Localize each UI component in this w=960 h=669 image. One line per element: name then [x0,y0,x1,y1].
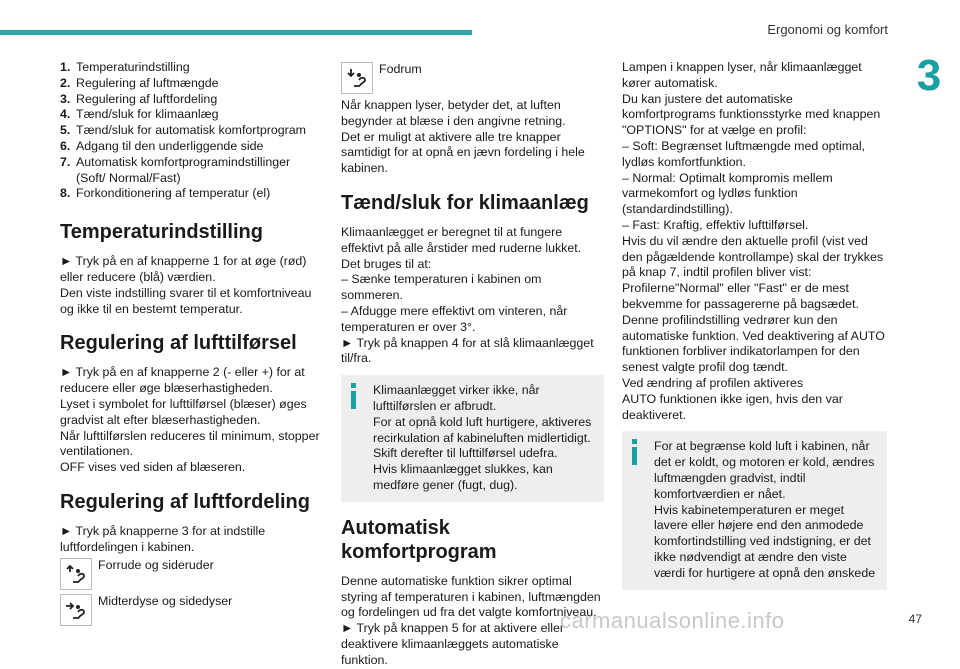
list-item-text: Regulering af luftfordeling [76,91,218,106]
list-item-number: 3. [60,91,71,106]
centre-vents-airflow-icon [60,594,92,626]
list-item-number: 8. [60,186,71,201]
column-3 [622,60,887,600]
page-number: 47 [908,612,922,626]
controls-list [60,60,322,202]
temperature-text: ► Tryk på en af knapperne 1 for at øge (rød) eller reducere (blå) værdien. Den viste indstilling svarer til et komfortniveau og ikke til en bestemt temperatur. [60,254,312,316]
list-item-number: 2. [60,75,71,90]
air-distribution-text: ► Tryk på knapperne 3 for at indstille luftfordelingen i kabinen. [60,523,266,554]
list-item [60,155,322,187]
air-supply-text: ► Tryk på en af knapperne 2 (- eller +) for at reducere eller øge blæserhastigheden. Lyset i symbolet for lufttilførsel (blæser) øges gradvist alt efter blæserhastigheden. Når lufttilførslen reduceres til minimum, stopper ventilationen. OFF vises ved siden af blæseren. [60,365,320,475]
profile-text: Lampen i knappen lyser, når klimaanlægget kører automatisk. Du kan justere det automatiske komfortprograms funktionsstyrke med knappen "OPTIONS" for at vælge en profil: – Soft: Begrænset luftmængde med optimal, lydløs komfortfunktion. – Normal: Optimalt kompromis mellem varmekomfort og lydløs funktion (standardindstilling). – Fast: Kraftig, effektiv lufttilførsel. Hvis du vil ændre den aktuelle profil (vist ved den pågældende kontrollampe) skal der trykkes på knap 7, indtil profilen bliver vist: Profilerne"Normal" eller "Fast" er de mest bekvemme for passagererne på bagsædet. Denne profilindstilling vedrører kun den automatiske funktion. Ved deaktivering af AUTO funktionen forbliver indikatorlampen for den senest valgte profil dog tændt. Ved ændring af profilen aktiveres AUTO funktionen ikke igen, hvis den var deaktiveret. [622,60,885,422]
info-ac-text: Klimaanlægget virker ikke, når lufttilførslen er afbrudt. For at opnå kold luft hurtigere, aktiveres recirkulation af kabineluften midlertidigt. Skift derefter til lufttilførsel udefra. Hvis klimaanlægget slukkes, kan medføre gener (fugt, dug). [373,383,592,492]
heading-air-supply: Regulering af lufttilførsel [60,332,297,355]
list-item-number: 5. [60,123,71,138]
heading-air-distribution: Regulering af luftfordeling [60,490,310,513]
section-title: Ergonomi og komfort [767,22,888,37]
list-item [60,92,322,108]
centre-vents-row [60,594,322,626]
heading-auto-comfort: Automatisk komfortprogram [341,516,497,563]
list-item [60,139,322,155]
list-item-text: Forkonditionering af temperatur (el) [76,186,271,201]
list-item-number: 7. [60,154,71,169]
footwell-label: Fodrum [379,62,422,76]
list-item-text: Tænd/sluk for klimaanlæg [76,107,219,122]
centre-vents-label: Midterdyse og sidedyser [98,593,233,608]
list-item [60,60,322,76]
watermark: carmanualsonline.info [560,608,785,633]
list-item [60,186,322,202]
list-item-text: Automatisk komfortprogramindstillinger (Soft/ Normal/Fast) [76,154,291,185]
list-item [60,123,322,139]
footwell-airflow-icon [341,62,373,94]
list-item-text: Regulering af luftmængde [76,75,219,90]
list-item-text: Tænd/sluk for automatisk komfortprogram [76,123,306,138]
list-item [60,107,322,123]
air-conditioning-text: Klimaanlægget er beregnet til at fungere effektivt på alle årstider med ruderne lukket. Det bruges til at: – Sænke temperaturen i kabinen om sommeren. – Afdugge mere effektivt om vinteren, når temperaturen er over 3°. ► Tryk på knappen 4 for at slå klimaanlægget til/fra. [341,224,594,366]
column-1 [60,60,322,630]
windscreen-airflow-icon [60,558,92,590]
list-item-number: 1. [60,60,71,74]
info-box-cold [622,431,887,589]
list-item [60,76,322,92]
info-cold-text: For at begrænse kold luft i kabinen, når det er koldt, og motoren er kold, ændres luftmængden gradvist, indtil komfortværdien er nået. Hvis kabinetemperaturen er meget lavere eller højere end den anmodede komfortindstilling ved indstigning, er det ikke nødvendigt at ændre den viste værdi for hurtigere at opnå den ønskede [654,439,876,580]
windscreen-label: Forrude og sideruder [98,557,214,572]
heading-temperature: Temperaturindstilling [60,221,263,244]
header-accent-bar [0,30,472,35]
auto-comfort-text: Denne automatiske funktion sikrer optimal styring af temperaturen i kabinen, luftmængden og fordelingen ud fra det valgte komfortniveau. ► Tryk på knappen 5 for at aktivere eller deaktivere klimaanlæggets automatiske funktion. [341,573,601,667]
windscreen-row [60,558,322,590]
info-icon [351,383,356,409]
list-item-number: 6. [60,138,71,153]
heading-air-conditioning: Tænd/sluk for klimaanlæg [341,191,589,214]
list-item-text: Temperaturindstilling [76,60,190,74]
list-item-number: 4. [60,107,71,122]
footwell-row [341,62,604,94]
info-icon [632,439,637,465]
chapter-number: 3 [898,40,960,112]
info-box-ac [341,375,604,502]
column-2 [341,60,604,669]
distribution-intro-text: Når knappen lyser, betyder det, at luften begynder at blæse i den angivne retning. Det er muligt at aktivere alle tre knapper samtidigt for at opnå en jævn fordeling i hele kabinen. [341,98,585,176]
list-item-text: Adgang til den underliggende side [76,138,264,153]
